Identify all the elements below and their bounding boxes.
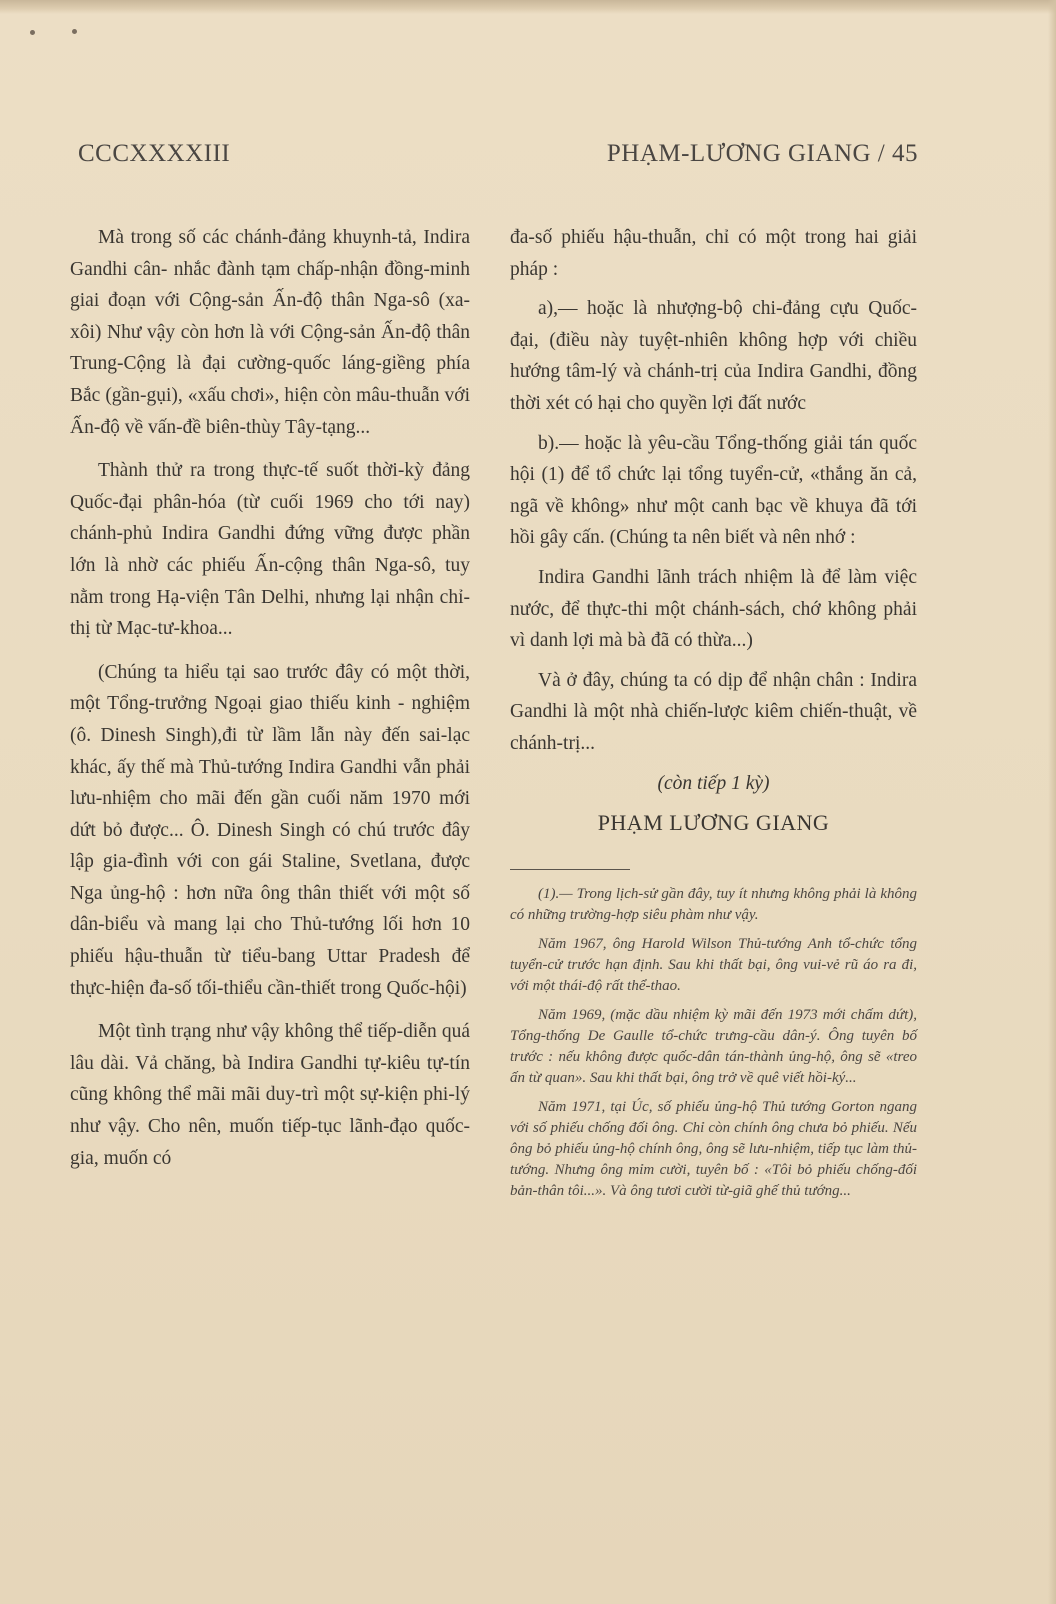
page-top-edge <box>0 0 1056 14</box>
paragraph-continuation: đa-số phiếu hậu-thuẫn, chỉ có một trong hai giải pháp : <box>510 227 917 280</box>
conclusion: Và ở đây, chúng ta có dịp để nhận chân : Indira Gandhi là một nhà chiến-lược kiêm chiến-thuật, về chánh-trị... <box>510 669 917 754</box>
footnote: Năm 1969, (mặc dầu nhiệm kỳ mãi đến 1973 mới chấm dứt), Tổng-thống De Gaulle tổ-chức trưng-cầu dân-ý. Ông tuyên bố trước : nếu không được quốc-dân tán-thành ủng-hộ, ông sẽ «treo ấn từ quan». Sau khi thất bại, ông trở về quê viết hồi-ký... <box>510 1006 917 1086</box>
paragraph: (Chúng ta hiểu tại sao trước đây có một thời, một Tổng-trưởng Ngoại giao thiếu kinh - nghiệm (ô. Dinesh Singh),đi từ lầm lẫn này đến sai-lạc khác, ấy thế mà Thủ-tướng Indira Gandhi vẫn phải lưu-nhiệm cho mãi đến gần cuối năm 1970 mới dứt bỏ được... Ô. Dinesh Singh có chú trước đây lập gia-đình với con gái Staline, Svetlana, được Nga ủng-hộ : hơn nữa ông thân thiết với một số dân-biểu và mang lại cho Thủ-tướng lối hơn 10 phiếu hậu-thuẫn từ tiểu-bang Uttar Pradesh để thực-hiện đa-số tối-thiểu cần-thiết trong Quốc-hội) <box>70 661 470 999</box>
left-column <box>70 222 470 1182</box>
paragraph: Một tình trạng như vậy không thể tiếp-diễn quá lâu dài. Vả chăng, bà Indira Gandhi tự-kiêu tự-tín cũng không thể mãi mãi duy-trì một sự-kiện phi-lý như vậy. Cho nên, muốn tiếp-tục lãnh-đạo quốc-gia, muốn có <box>70 1021 470 1169</box>
quoted-note: Indira Gandhi lãnh trách nhiệm là để làm việc nước, để thực-thi một chánh-sách, chớ không phải vì danh lợi mà bà đã có thừa...) <box>510 566 917 652</box>
option-a: a),— hoặc là nhượng-bộ chi-đảng cựu Quốc-đại, (điều này tuyệt-nhiên không hợp với chiều hướng tâm-lý và chánh-trị của Indira Gandhi, đồng thời xét có hại cho quyền lợi đất nước <box>510 298 917 414</box>
volume-number: CCCXXXXIII <box>78 140 231 167</box>
paragraph: Mà trong số các chánh-đảng khuynh-tả, Indira Gandhi cân- nhắc đành tạm chấp-nhận đồng-minh giai đoạn với Cộng-sản Ấn-độ thân Nga-sô (xa-xôi) Như vậy còn hơn là với Cộng-sản Ấn-độ thân Trung-Cộng là đại cường-quốc láng-giềng phía Bắc (gần-gụi), «xấu chơi», hiện còn mâu-thuẫn với Ấn-độ về vấn-đề biên-thùy Tây-tạng... <box>70 227 470 438</box>
paper-speck <box>72 29 77 34</box>
running-title-page-number: PHẠM-LƯƠNG GIANG / 45 <box>606 140 918 167</box>
author-signature: PHẠM LƯƠNG GIANG <box>597 810 830 836</box>
to-be-continued: (còn tiếp 1 kỳ) <box>657 772 770 794</box>
paper-speck <box>30 30 35 35</box>
footnote: (1).— Trong lịch-sử gần đây, tuy ít nhưng không phải là không có những trường-hợp siêu phàm như vậy. <box>510 885 917 923</box>
option-b: b).— hoặc là yêu-cầu Tổng-thống giải tán quốc hội (1) để tổ chức lại tổng tuyển-cử, «thắng ăn cả, ngã về không» như một canh bạc về khuya đã tới hồi gây cấn. (Chúng ta nên biết và nên nhớ : <box>510 432 917 549</box>
footnote-divider <box>510 869 630 870</box>
paragraph: Thành thử ra trong thực-tế suốt thời-kỳ đảng Quốc-đại phân-hóa (từ cuối 1969 cho tới nay) chánh-phủ Indira Gandhi đứng vững được phần lớn là nhờ các phiếu Ấn-cộng thân Nga-sô, tuy nằm trong Hạ-viện Tân Delhi, nhưng lại nhận chỉ-thị từ Mạc-tư-khoa... <box>70 460 470 640</box>
footnote: Năm 1971, tại Úc, số phiếu ủng-hộ Thủ tướng Gorton ngang với số phiếu chống đối ông. Chỉ còn chính ông chưa bỏ phiếu. Nếu ông bỏ phiếu ủng-hộ chính ông, ông sẽ lưu-nhiệm, tiếp tục làm thủ-tướng. Nhưng ông mỉm cười, tuyên bố : «Tôi bỏ phiếu chống-đối bản-thân tôi...». Và ông tươi cười từ-giã ghế thủ tướng... <box>510 1098 917 1199</box>
footnote: Năm 1967, ông Harold Wilson Thủ-tướng Anh tổ-chức tổng tuyển-cử trước hạn định. Sau khi thất bại, ông vui-vẻ rũ áo ra đi, với một thái-độ rất thể-thao. <box>510 935 917 994</box>
right-column <box>510 222 917 1210</box>
page-right-edge <box>1048 0 1056 1604</box>
